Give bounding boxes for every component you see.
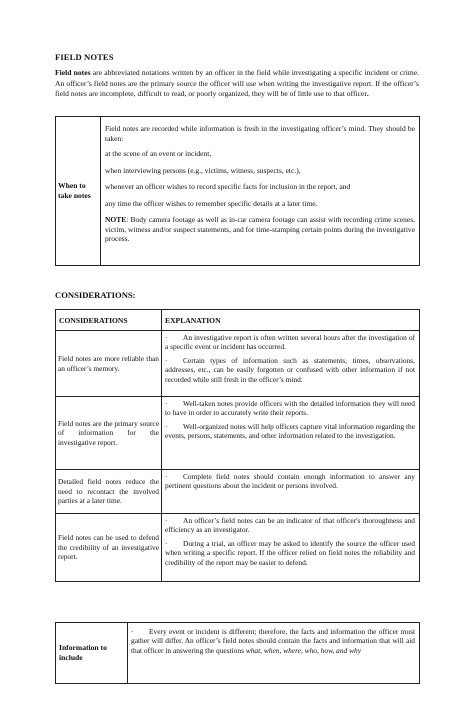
when-item: any time the officer wishes to remember specific details at a later time. <box>105 198 318 208</box>
when-item: at the scene of an event or incident, <box>105 149 212 158</box>
explanation-item: · During a trial, an officer may be asked to identify the source the officer used when writing a specific report. If the officer relied on field notes the reliability and credibility of the report may be easier to defend. <box>165 538 415 567</box>
info-text: Every event or incident is different; therefore, the facts and information the officer must gather will differ. An officer’s field notes should contain the facts and information that will aid that officer in answering the questions <box>131 627 415 655</box>
consideration-cell: Field notes are more reliable than an officer’s memory. <box>56 331 162 397</box>
when-lead: Field notes are recorded while information is fresh in the investigating officer’s mind. They should be taken: <box>105 124 415 143</box>
explanation-item: · Well-organized notes will help officers capture vital information regarding the events, persons, statements, and other information related to the investigation. <box>165 421 415 441</box>
when-to-take-notes-table <box>55 116 420 266</box>
explanation-item: · Well-taken notes provide officers with the detailed information they will need to have in order to accurately write their reports. <box>165 399 415 418</box>
when-item: when interviewing persons (e.g., victims, witness, suspects, etc.), <box>105 165 301 175</box>
note-label: NOTE <box>105 215 127 224</box>
header-explanation: EXPLANATION <box>162 310 420 331</box>
consideration-cell: Field notes are the primary source of information for the investigative report. <box>56 397 162 470</box>
info-questions: what, when, where, who, how, and why <box>245 645 361 655</box>
intro-paragraph <box>55 68 419 100</box>
explanation-item: · An officer’s field notes can be an indicator of that officer's thoroughness and efficiency as an investigator. <box>165 516 415 535</box>
when-note <box>105 215 415 244</box>
when-item: whenever an officer wishes to record specific facts for inclusion in the report, and <box>105 182 351 191</box>
table-row <box>56 514 420 582</box>
considerations-heading: CONSIDERATIONS: <box>55 290 136 300</box>
explanation-cell <box>162 331 420 397</box>
info-label: Information to include <box>56 623 128 684</box>
note-text: : Body camera footage as well as in-car camera footage can assist with recording crime scenes, victim, witness and/or suspect statements, and for time-stamping certain points during the investigative process. <box>105 215 415 243</box>
explanation-cell <box>162 514 420 582</box>
table-row <box>56 397 420 470</box>
table-header-row <box>56 310 420 331</box>
consideration-cell: Field notes can be used to defend the credibility of an investigative report. <box>56 514 162 582</box>
intro-term: Field notes <box>55 68 91 77</box>
when-label: When to take notes <box>56 117 101 266</box>
explanation-cell <box>162 397 420 470</box>
explanation-item: · An investigative report is often written several hours after the investigation of a specific event or incident has occurred. <box>165 333 415 352</box>
considerations-table <box>55 309 420 582</box>
explanation-item: · Complete field notes should contain enough information to answer any pertinent questions about the incident or persons involved. <box>165 472 415 491</box>
when-body <box>101 117 420 266</box>
intro-text: are abbreviated notations written by an officer in the field while investigating a specific incident or crime. An officer’s field notes are the primary source the officer will use when writing the investigative report. If the officer’s field notes are incomplete, difficult to read, or poorly organized, they will be of little use to that officer <box>55 68 419 99</box>
table-row <box>56 470 420 514</box>
information-to-include-table <box>55 622 420 684</box>
info-body <box>128 623 420 684</box>
header-considerations: CONSIDERATIONS <box>56 310 162 331</box>
explanation-item: · Certain types of information such as statements, times, observations, addresses, etc., can be easily forgotten or confused with other information if not recorded while still fresh in the officer’s mind. <box>165 355 415 384</box>
explanation-cell <box>162 470 420 514</box>
intro-end: . <box>366 89 369 99</box>
table-row <box>56 331 420 397</box>
page-title: FIELD NOTES <box>55 52 114 62</box>
consideration-cell: Detailed field notes reduce the need to recontact the involved parties at a later time. <box>56 470 162 514</box>
bullet-mark: · <box>131 627 134 636</box>
